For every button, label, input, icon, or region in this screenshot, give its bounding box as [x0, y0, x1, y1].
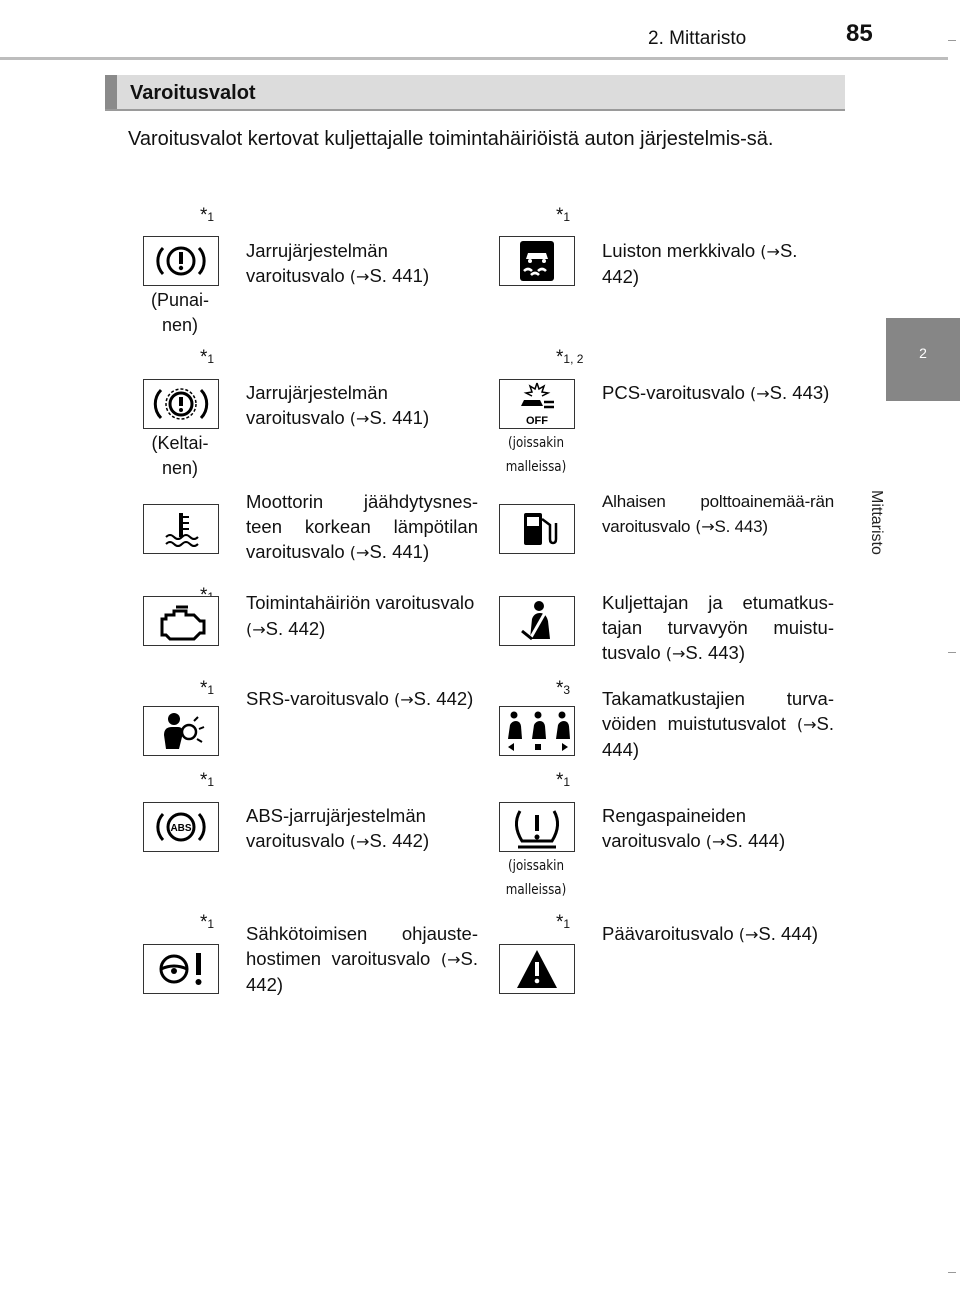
indicator-description: [602, 803, 834, 854]
steering-warning-icon: [144, 945, 218, 993]
coolant-temp-icon: [144, 505, 218, 553]
page-reference: S. 442): [602, 240, 798, 287]
footnote-number: 1: [563, 917, 571, 931]
pcs-off-icon: [500, 380, 574, 428]
indicator-box: [499, 504, 575, 554]
indicator-description: [602, 590, 834, 666]
chapter-side-label: Mittaristo: [868, 490, 885, 555]
fuel-icon: [500, 505, 574, 553]
indicator-box: [143, 504, 219, 554]
page-reference: S. 441): [369, 541, 430, 562]
footnote-asterisk: *: [200, 678, 208, 699]
footnote-marker: [200, 770, 214, 792]
footnote-marker: [556, 347, 583, 369]
footnote-marker: [556, 912, 570, 934]
footnote-number: 1: [207, 683, 215, 697]
see-page-arrow: (→: [744, 384, 770, 403]
chapter-number: 2: [919, 345, 927, 361]
see-page-arrow: (→: [344, 267, 370, 286]
indicator-description: [246, 803, 478, 854]
indicator-box: [143, 596, 219, 646]
crop-mark: [948, 40, 956, 41]
brake-red-icon: [144, 237, 218, 285]
page-reference: S. 444): [725, 830, 786, 851]
description-text: Jarrujärjestelmän varoitusvalo: [246, 382, 388, 428]
footnote-number: 1: [207, 210, 215, 224]
see-page-arrow: (→: [388, 690, 414, 709]
indicator-description: [246, 921, 478, 997]
page-reference: S. 443): [685, 642, 746, 663]
description-text: PCS-varoitusvalo: [602, 382, 745, 403]
page-reference: S. 442): [369, 830, 430, 851]
indicator-note: (joissakin malleissa): [505, 435, 567, 475]
footnote-asterisk: *: [556, 347, 564, 368]
see-page-arrow: (→: [344, 832, 370, 851]
page-number: 85: [846, 20, 873, 47]
chapter-tab: [886, 318, 960, 401]
svg-text:ABS: ABS: [170, 823, 192, 834]
indicator-box: [143, 236, 219, 286]
banner-accent-bar: [105, 75, 117, 109]
indicator-description: [602, 238, 834, 289]
page-reference: S. 444): [758, 923, 819, 944]
footnote-marker: [556, 205, 570, 227]
see-page-arrow: (→: [246, 620, 266, 639]
header-section-title: 2. Mittaristo: [648, 28, 747, 49]
seatbelt-icon: [500, 597, 574, 645]
footnote-number: 1: [207, 775, 215, 789]
page-reference: S. 442): [413, 688, 474, 709]
footnote-number: 1, 2: [563, 352, 584, 366]
footnote-marker: [556, 770, 570, 792]
description-text: ABS-jarrujärjestelmän varoitusvalo: [246, 805, 426, 851]
footnote-number: 1: [563, 775, 571, 789]
slip-indicator-icon: [500, 237, 574, 285]
description-text: Päävaroitusvalo: [602, 923, 734, 944]
description-text: Jarrujärjestelmän varoitusvalo: [246, 240, 388, 286]
indicator-description: [246, 238, 478, 289]
see-page-arrow: (→: [430, 950, 461, 969]
footnote-asterisk: *: [556, 770, 564, 791]
see-page-arrow: (→: [785, 715, 817, 734]
footnote-marker: [200, 347, 214, 369]
see-page-arrow: (→: [733, 925, 759, 944]
page-reference: S. 443): [769, 382, 830, 403]
see-page-arrow: (→: [344, 409, 370, 428]
rear-seatbelt-icon: [500, 707, 574, 755]
crop-mark: [948, 1272, 956, 1273]
indicator-box: [499, 379, 575, 429]
indicator-description: [246, 686, 478, 712]
section-banner: [105, 75, 845, 111]
footnote-number: 1: [207, 917, 215, 931]
indicator-note: (Punai- nen): [150, 290, 210, 335]
indicator-description: [602, 489, 834, 539]
page-reference: S. 441): [369, 265, 430, 286]
tire-pressure-icon: [500, 803, 574, 851]
page-reference: S. 442): [265, 618, 326, 639]
svg-text:OFF: OFF: [526, 415, 548, 427]
footnote-asterisk: *: [200, 912, 208, 933]
description-text: Rengaspaineiden varoitusvalo: [602, 805, 747, 851]
description-text: Moottorin jäähdytysnes-teen korkean lämpötilan varoitusvalo: [246, 491, 478, 562]
see-page-arrow: (→: [755, 242, 780, 261]
indicator-box: [143, 706, 219, 756]
description-text: Alhaisen polttoainemää-rän varoitusvalo: [602, 492, 834, 536]
footnote-asterisk: *: [556, 912, 564, 933]
footnote-asterisk: *: [556, 205, 564, 226]
description-text: Luiston merkkivalo: [602, 240, 756, 261]
indicator-box: [499, 944, 575, 994]
footnote-asterisk: *: [200, 205, 208, 226]
indicator-description: [246, 590, 478, 642]
footnote-number: 1: [207, 352, 215, 366]
indicator-description: [246, 489, 478, 565]
master-warning-icon: [500, 945, 574, 993]
footnote-number: 3: [563, 683, 571, 697]
page-reference: S. 443): [714, 517, 768, 536]
indicator-box: [143, 802, 219, 852]
see-page-arrow: (→: [700, 832, 726, 851]
indicator-box: [499, 596, 575, 646]
indicator-note: (joissakin malleissa): [505, 858, 567, 898]
crop-mark: [948, 652, 956, 653]
description-text: SRS-varoitusvalo: [246, 688, 389, 709]
footnote-marker: [200, 205, 214, 227]
footnote-marker: [200, 912, 214, 934]
header-rule: [0, 57, 948, 60]
footnote-marker: [556, 678, 570, 700]
indicator-box: [143, 944, 219, 994]
indicator-box: [499, 236, 575, 286]
indicator-description: [602, 686, 834, 762]
description-text: Takamatkustajien turva-vöiden muistutusvalot: [602, 688, 834, 734]
footnote-asterisk: *: [556, 678, 564, 699]
footnote-asterisk: *: [200, 770, 208, 791]
see-page-arrow: (→: [690, 517, 715, 536]
intro-paragraph: Varoitusvalot kertovat kuljettajalle toimintahäiriöistä auton järjestelmis-sä.: [128, 128, 774, 150]
engine-icon: [144, 597, 218, 645]
footnote-asterisk: *: [200, 347, 208, 368]
description-text: Toimintahäiriön varoitusvalo: [246, 592, 475, 613]
page-reference: S. 442): [246, 948, 479, 995]
airbag-icon: [144, 707, 218, 755]
page-reference: S. 444): [602, 713, 834, 760]
indicator-box: [143, 379, 219, 429]
brake-yellow-icon: [144, 380, 218, 428]
indicator-description: [246, 380, 478, 431]
description-text: Sähkötoimisen ohjauste-hostimen varoitusvalo: [246, 923, 478, 969]
indicator-note: (Keltai- nen): [151, 433, 209, 478]
indicator-box: [499, 802, 575, 852]
indicator-box: [499, 706, 575, 756]
section-title: Varoitusvalot: [130, 82, 256, 104]
page-reference: S. 441): [369, 407, 430, 428]
footnote-marker: [200, 678, 214, 700]
abs-icon: [144, 803, 218, 851]
see-page-arrow: (→: [660, 644, 686, 663]
indicator-description: [602, 921, 834, 947]
indicator-description: [602, 380, 834, 406]
description-text: Kuljettajan ja etumatkus-tajan turvavyön muistu-tusvalo: [602, 592, 834, 663]
see-page-arrow: (→: [344, 543, 370, 562]
footnote-number: 1: [563, 210, 571, 224]
